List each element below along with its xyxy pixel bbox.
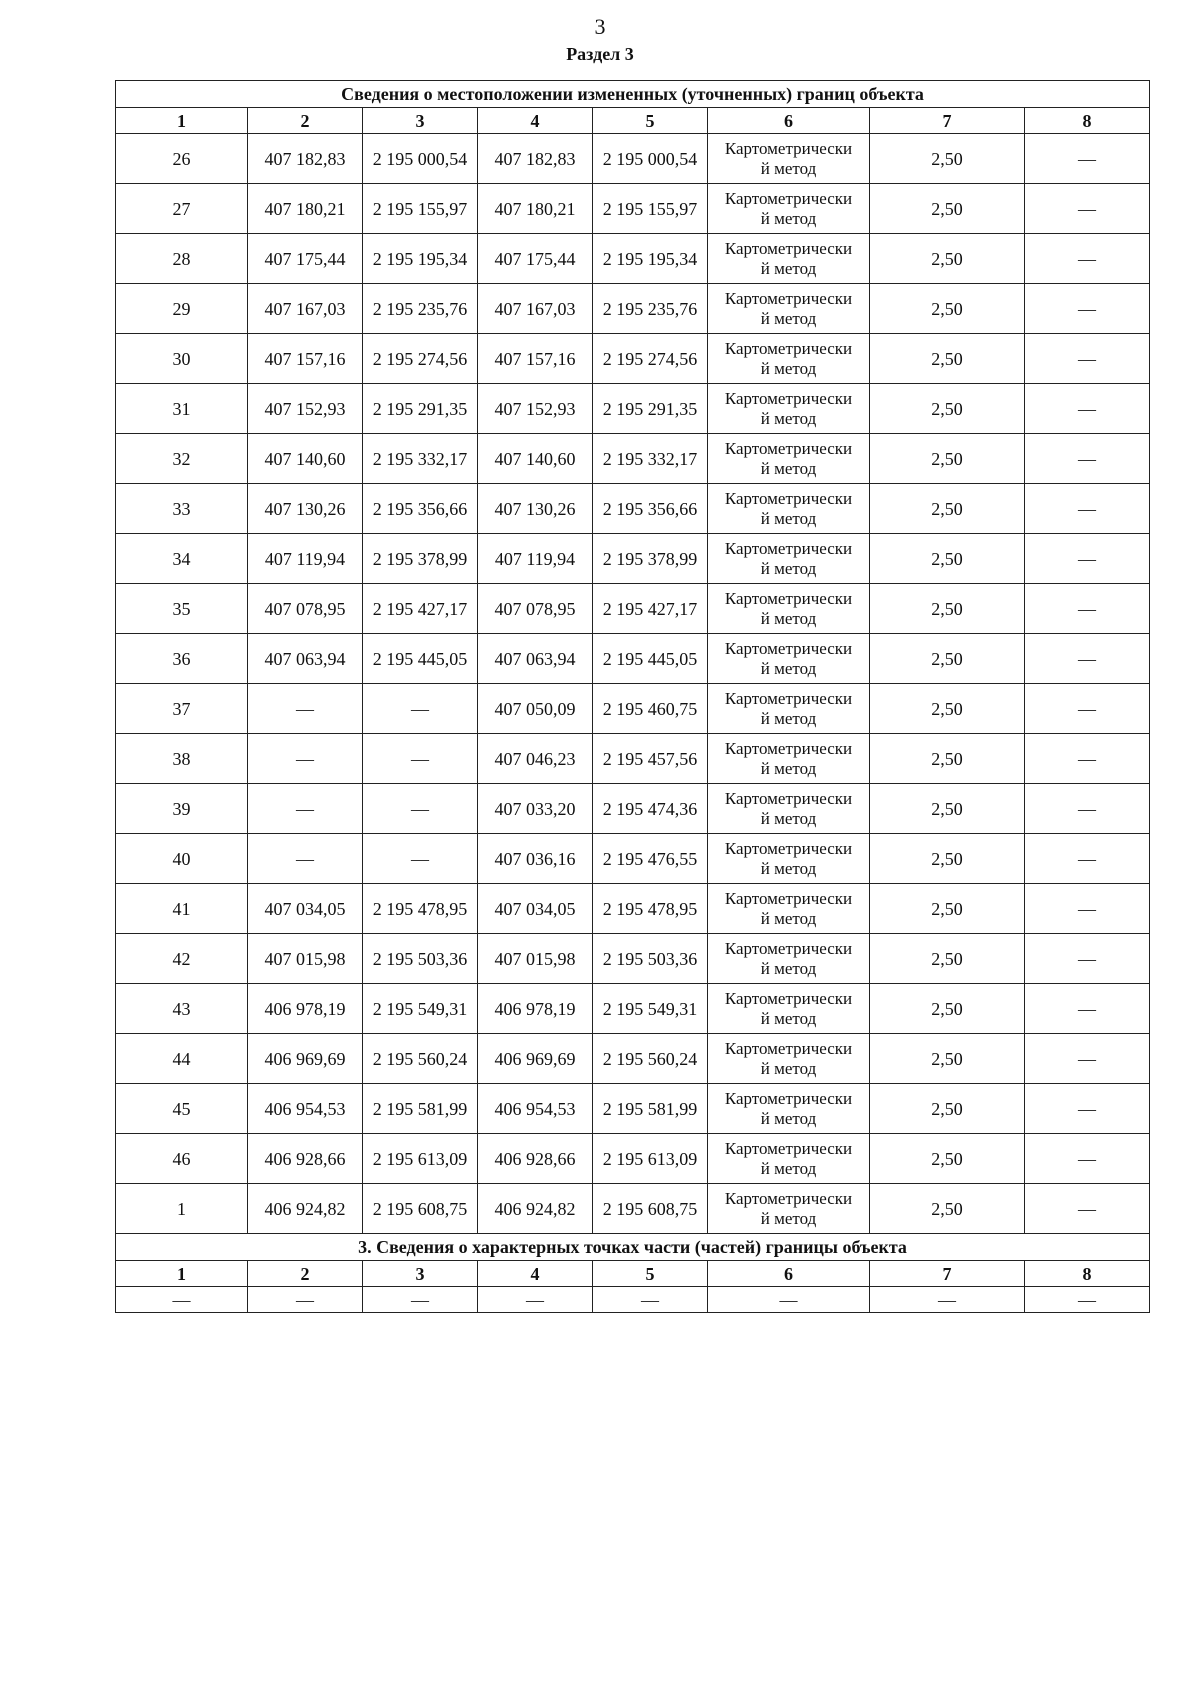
x-old-cell: 407 152,93 — [248, 384, 363, 434]
y-old-cell: 2 195 291,35 — [363, 384, 478, 434]
method-line-1: Картометрически — [724, 738, 853, 758]
method-line-1: Картометрически — [724, 288, 853, 308]
method-line-2: й метод — [760, 808, 817, 828]
method-line-1: Картометрически — [724, 588, 853, 608]
description-cell: — — [1025, 584, 1150, 634]
column-number: 3 — [363, 108, 478, 134]
point-number-cell: 28 — [116, 234, 248, 284]
y-new-cell: 2 195 549,31 — [593, 984, 708, 1034]
x-old-cell: 407 140,60 — [248, 434, 363, 484]
accuracy-cell: 2,50 — [870, 1084, 1025, 1134]
y-new-cell: 2 195 476,55 — [593, 834, 708, 884]
accuracy-cell: 2,50 — [870, 1034, 1025, 1084]
accuracy-cell: 2,50 — [870, 384, 1025, 434]
table-row — [116, 1034, 1150, 1084]
description-cell: — — [1025, 334, 1150, 384]
method-line-1: Картометрически — [724, 1188, 853, 1208]
x-old-cell: 407 119,94 — [248, 534, 363, 584]
x-new-cell: 407 015,98 — [478, 934, 593, 984]
method-line-2: й метод — [760, 308, 817, 328]
x-new-cell: 407 119,94 — [478, 534, 593, 584]
point-number-cell: 38 — [116, 734, 248, 784]
method-cell — [708, 984, 870, 1034]
x-old-cell: 407 180,21 — [248, 184, 363, 234]
x-old-cell: — — [248, 734, 363, 784]
x-new-cell: 407 036,16 — [478, 834, 593, 884]
method-cell — [708, 584, 870, 634]
method-line-1: Картометрически — [724, 1138, 853, 1158]
y-old-cell: 2 195 195,34 — [363, 234, 478, 284]
part-empty-cell: — — [1025, 1287, 1150, 1313]
column-number: 4 — [478, 108, 593, 134]
method-line-1: Картометрически — [724, 988, 853, 1008]
accuracy-cell: 2,50 — [870, 184, 1025, 234]
accuracy-cell: 2,50 — [870, 584, 1025, 634]
method-cell — [708, 934, 870, 984]
y-old-cell: 2 195 560,24 — [363, 1034, 478, 1084]
description-cell: — — [1025, 684, 1150, 734]
description-cell: — — [1025, 784, 1150, 834]
table-row — [116, 1184, 1150, 1234]
description-cell: — — [1025, 634, 1150, 684]
column-number: 8 — [1025, 108, 1150, 134]
method-line-1: Картометрически — [724, 1088, 853, 1108]
table-row — [116, 934, 1150, 984]
table-row — [116, 884, 1150, 934]
y-old-cell: 2 195 503,36 — [363, 934, 478, 984]
accuracy-cell: 2,50 — [870, 834, 1025, 884]
x-old-cell: — — [248, 834, 363, 884]
x-old-cell: 407 182,83 — [248, 134, 363, 184]
point-number-cell: 34 — [116, 534, 248, 584]
description-cell: — — [1025, 884, 1150, 934]
part-column-number: 8 — [1025, 1261, 1150, 1287]
method-line-2: й метод — [760, 508, 817, 528]
method-line-1: Картометрически — [724, 688, 853, 708]
y-new-cell: 2 195 445,05 — [593, 634, 708, 684]
accuracy-cell: 2,50 — [870, 534, 1025, 584]
x-new-cell: 407 078,95 — [478, 584, 593, 634]
description-cell: — — [1025, 284, 1150, 334]
method-line-1: Картометрически — [724, 638, 853, 658]
y-new-cell: 2 195 474,36 — [593, 784, 708, 834]
method-line-2: й метод — [760, 658, 817, 678]
y-old-cell: 2 195 608,75 — [363, 1184, 478, 1234]
method-line-2: й метод — [760, 958, 817, 978]
method-line-2: й метод — [760, 608, 817, 628]
accuracy-cell: 2,50 — [870, 234, 1025, 284]
x-new-cell: 407 182,83 — [478, 134, 593, 184]
point-number-cell: 29 — [116, 284, 248, 334]
method-line-1: Картометрически — [724, 838, 853, 858]
x-old-cell: 406 969,69 — [248, 1034, 363, 1084]
description-cell: — — [1025, 1184, 1150, 1234]
table-row — [116, 284, 1150, 334]
x-old-cell: 407 157,16 — [248, 334, 363, 384]
x-old-cell: — — [248, 684, 363, 734]
x-new-cell: 407 034,05 — [478, 884, 593, 934]
part-column-number: 6 — [708, 1261, 870, 1287]
point-number-cell: 36 — [116, 634, 248, 684]
page-number: 3 — [594, 14, 606, 39]
point-number-cell: 45 — [116, 1084, 248, 1134]
description-cell: — — [1025, 484, 1150, 534]
y-new-cell: 2 195 427,17 — [593, 584, 708, 634]
description-cell: — — [1025, 184, 1150, 234]
method-line-1: Картометрически — [724, 438, 853, 458]
description-cell: — — [1025, 234, 1150, 284]
x-old-cell: 406 924,82 — [248, 1184, 363, 1234]
y-new-cell: 2 195 378,99 — [593, 534, 708, 584]
y-new-cell: 2 195 195,34 — [593, 234, 708, 284]
part-empty-cell: — — [116, 1287, 248, 1313]
x-old-cell: 407 034,05 — [248, 884, 363, 934]
y-old-cell: 2 195 155,97 — [363, 184, 478, 234]
method-cell — [708, 384, 870, 434]
method-cell — [708, 784, 870, 834]
point-number-cell: 44 — [116, 1034, 248, 1084]
method-line-2: й метод — [760, 1158, 817, 1178]
x-old-cell: 406 928,66 — [248, 1134, 363, 1184]
point-number-cell: 1 — [116, 1184, 248, 1234]
part-column-number: 2 — [248, 1261, 363, 1287]
table-title-row — [116, 81, 1150, 108]
description-cell: — — [1025, 1084, 1150, 1134]
point-number-cell: 42 — [116, 934, 248, 984]
column-number-row — [116, 108, 1150, 134]
table-row — [116, 484, 1150, 534]
method-line-1: Картометрически — [724, 138, 853, 158]
point-number-cell: 31 — [116, 384, 248, 434]
method-line-1: Картометрически — [724, 788, 853, 808]
x-new-cell: 407 175,44 — [478, 234, 593, 284]
table-row — [116, 334, 1150, 384]
y-new-cell: 2 195 457,56 — [593, 734, 708, 784]
x-old-cell: 407 078,95 — [248, 584, 363, 634]
y-old-cell: 2 195 478,95 — [363, 884, 478, 934]
y-new-cell: 2 195 235,76 — [593, 284, 708, 334]
method-line-2: й метод — [760, 208, 817, 228]
description-cell: — — [1025, 1034, 1150, 1084]
point-number-cell: 37 — [116, 684, 248, 734]
x-old-cell: 406 978,19 — [248, 984, 363, 1034]
y-old-cell: 2 195 378,99 — [363, 534, 478, 584]
description-cell: — — [1025, 984, 1150, 1034]
accuracy-cell: 2,50 — [870, 1184, 1025, 1234]
part-empty-cell: — — [363, 1287, 478, 1313]
y-old-cell: 2 195 445,05 — [363, 634, 478, 684]
y-new-cell: 2 195 332,17 — [593, 434, 708, 484]
y-old-cell: 2 195 549,31 — [363, 984, 478, 1034]
table-row — [116, 634, 1150, 684]
y-old-cell: 2 195 274,56 — [363, 334, 478, 384]
method-cell — [708, 684, 870, 734]
method-line-2: й метод — [760, 258, 817, 278]
x-old-cell: 407 167,03 — [248, 284, 363, 334]
table-row — [116, 134, 1150, 184]
y-old-cell: — — [363, 784, 478, 834]
y-new-cell: 2 195 581,99 — [593, 1084, 708, 1134]
method-cell — [708, 234, 870, 284]
method-cell — [708, 1084, 870, 1134]
point-number-cell: 33 — [116, 484, 248, 534]
part-column-number: 7 — [870, 1261, 1025, 1287]
y-new-cell: 2 195 274,56 — [593, 334, 708, 384]
boundary-table — [115, 80, 1150, 1313]
x-new-cell: 407 046,23 — [478, 734, 593, 784]
x-new-cell: 407 130,26 — [478, 484, 593, 534]
y-new-cell: 2 195 560,24 — [593, 1034, 708, 1084]
table-row — [116, 784, 1150, 834]
x-old-cell: 406 954,53 — [248, 1084, 363, 1134]
method-line-2: й метод — [760, 408, 817, 428]
method-cell — [708, 284, 870, 334]
accuracy-cell: 2,50 — [870, 934, 1025, 984]
description-cell: — — [1025, 134, 1150, 184]
part-empty-cell: — — [870, 1287, 1025, 1313]
method-line-2: й метод — [760, 708, 817, 728]
method-cell — [708, 134, 870, 184]
point-number-cell: 30 — [116, 334, 248, 384]
accuracy-cell: 2,50 — [870, 1134, 1025, 1184]
part-title: 3. Сведения о характерных точках части (частей) границы объекта — [116, 1234, 1150, 1261]
y-new-cell: 2 195 155,97 — [593, 184, 708, 234]
table-row — [116, 1134, 1150, 1184]
part-column-number-row — [116, 1261, 1150, 1287]
accuracy-cell: 2,50 — [870, 634, 1025, 684]
method-cell — [708, 184, 870, 234]
accuracy-cell: 2,50 — [870, 984, 1025, 1034]
x-old-cell: 407 130,26 — [248, 484, 363, 534]
method-line-2: й метод — [760, 358, 817, 378]
column-number: 5 — [593, 108, 708, 134]
y-old-cell: 2 195 427,17 — [363, 584, 478, 634]
accuracy-cell: 2,50 — [870, 884, 1025, 934]
accuracy-cell: 2,50 — [870, 734, 1025, 784]
point-number-cell: 40 — [116, 834, 248, 884]
accuracy-cell: 2,50 — [870, 434, 1025, 484]
part-column-number: 1 — [116, 1261, 248, 1287]
column-number: 7 — [870, 108, 1025, 134]
table-row — [116, 434, 1150, 484]
description-cell: — — [1025, 734, 1150, 784]
x-new-cell: 407 180,21 — [478, 184, 593, 234]
description-cell: — — [1025, 1134, 1150, 1184]
accuracy-cell: 2,50 — [870, 684, 1025, 734]
description-cell: — — [1025, 934, 1150, 984]
y-new-cell: 2 195 503,36 — [593, 934, 708, 984]
x-new-cell: 407 157,16 — [478, 334, 593, 384]
method-line-2: й метод — [760, 158, 817, 178]
y-new-cell: 2 195 000,54 — [593, 134, 708, 184]
table-row — [116, 384, 1150, 434]
x-new-cell: 407 140,60 — [478, 434, 593, 484]
accuracy-cell: 2,50 — [870, 484, 1025, 534]
x-new-cell: 406 928,66 — [478, 1134, 593, 1184]
x-new-cell: 407 050,09 — [478, 684, 593, 734]
y-old-cell: 2 195 581,99 — [363, 1084, 478, 1134]
method-line-2: й метод — [760, 1008, 817, 1028]
method-line-2: й метод — [760, 1208, 817, 1228]
description-cell: — — [1025, 434, 1150, 484]
accuracy-cell: 2,50 — [870, 134, 1025, 184]
method-line-1: Картометрически — [724, 488, 853, 508]
point-number-cell: 35 — [116, 584, 248, 634]
description-cell: — — [1025, 384, 1150, 434]
method-cell — [708, 1134, 870, 1184]
section-title: Раздел 3 — [566, 44, 634, 64]
x-new-cell: 407 152,93 — [478, 384, 593, 434]
accuracy-cell: 2,50 — [870, 284, 1025, 334]
y-new-cell: 2 195 291,35 — [593, 384, 708, 434]
point-number-cell: 27 — [116, 184, 248, 234]
x-new-cell: 407 063,94 — [478, 634, 593, 684]
method-line-2: й метод — [760, 1058, 817, 1078]
table-body — [116, 81, 1150, 1313]
part-column-number: 3 — [363, 1261, 478, 1287]
table-row — [116, 984, 1150, 1034]
y-old-cell: — — [363, 734, 478, 784]
part-empty-row — [116, 1287, 1150, 1313]
method-line-1: Картометрически — [724, 1038, 853, 1058]
x-new-cell: 406 924,82 — [478, 1184, 593, 1234]
x-old-cell: 407 063,94 — [248, 634, 363, 684]
point-number-cell: 46 — [116, 1134, 248, 1184]
y-new-cell: 2 195 356,66 — [593, 484, 708, 534]
y-new-cell: 2 195 608,75 — [593, 1184, 708, 1234]
part-empty-cell: — — [593, 1287, 708, 1313]
method-line-2: й метод — [760, 458, 817, 478]
description-cell: — — [1025, 834, 1150, 884]
y-new-cell: 2 195 478,95 — [593, 884, 708, 934]
accuracy-cell: 2,50 — [870, 784, 1025, 834]
table-row — [116, 184, 1150, 234]
y-old-cell: — — [363, 684, 478, 734]
table-row — [116, 834, 1150, 884]
y-old-cell: 2 195 235,76 — [363, 284, 478, 334]
method-line-1: Картометрически — [724, 938, 853, 958]
method-line-2: й метод — [760, 1108, 817, 1128]
x-new-cell: 406 969,69 — [478, 1034, 593, 1084]
column-number: 2 — [248, 108, 363, 134]
method-cell — [708, 1034, 870, 1084]
table-row — [116, 1084, 1150, 1134]
part-empty-cell: — — [248, 1287, 363, 1313]
part-column-number: 5 — [593, 1261, 708, 1287]
method-line-2: й метод — [760, 558, 817, 578]
part-empty-cell: — — [708, 1287, 870, 1313]
point-number-cell: 43 — [116, 984, 248, 1034]
method-cell — [708, 1184, 870, 1234]
column-number: 1 — [116, 108, 248, 134]
method-line-2: й метод — [760, 908, 817, 928]
x-new-cell: 406 978,19 — [478, 984, 593, 1034]
method-cell — [708, 834, 870, 884]
table-row — [116, 684, 1150, 734]
x-old-cell: 407 175,44 — [248, 234, 363, 284]
table-row — [116, 734, 1150, 784]
x-old-cell: — — [248, 784, 363, 834]
table-row — [116, 534, 1150, 584]
x-new-cell: 407 167,03 — [478, 284, 593, 334]
point-number-cell: 39 — [116, 784, 248, 834]
method-line-2: й метод — [760, 858, 817, 878]
part-empty-cell: — — [478, 1287, 593, 1313]
method-cell — [708, 334, 870, 384]
method-cell — [708, 534, 870, 584]
method-cell — [708, 634, 870, 684]
x-new-cell: 406 954,53 — [478, 1084, 593, 1134]
x-old-cell: 407 015,98 — [248, 934, 363, 984]
method-line-1: Картометрически — [724, 338, 853, 358]
table-title: Сведения о местоположении измененных (уточненных) границ объекта — [116, 81, 1150, 108]
point-number-cell: 32 — [116, 434, 248, 484]
point-number-cell: 41 — [116, 884, 248, 934]
method-line-1: Картометрически — [724, 238, 853, 258]
accuracy-cell: 2,50 — [870, 334, 1025, 384]
part-column-number: 4 — [478, 1261, 593, 1287]
y-old-cell: 2 195 613,09 — [363, 1134, 478, 1184]
method-cell — [708, 484, 870, 534]
y-old-cell: 2 195 000,54 — [363, 134, 478, 184]
description-cell: — — [1025, 534, 1150, 584]
method-line-1: Картометрически — [724, 188, 853, 208]
column-number: 6 — [708, 108, 870, 134]
method-line-2: й метод — [760, 758, 817, 778]
y-old-cell: 2 195 356,66 — [363, 484, 478, 534]
y-new-cell: 2 195 613,09 — [593, 1134, 708, 1184]
table-row — [116, 234, 1150, 284]
x-new-cell: 407 033,20 — [478, 784, 593, 834]
y-old-cell: 2 195 332,17 — [363, 434, 478, 484]
method-line-1: Картометрически — [724, 388, 853, 408]
y-new-cell: 2 195 460,75 — [593, 684, 708, 734]
method-cell — [708, 734, 870, 784]
method-line-1: Картометрически — [724, 538, 853, 558]
method-cell — [708, 434, 870, 484]
y-old-cell: — — [363, 834, 478, 884]
method-line-1: Картометрически — [724, 888, 853, 908]
part-title-row — [116, 1234, 1150, 1261]
method-cell — [708, 884, 870, 934]
point-number-cell: 26 — [116, 134, 248, 184]
table-row — [116, 584, 1150, 634]
